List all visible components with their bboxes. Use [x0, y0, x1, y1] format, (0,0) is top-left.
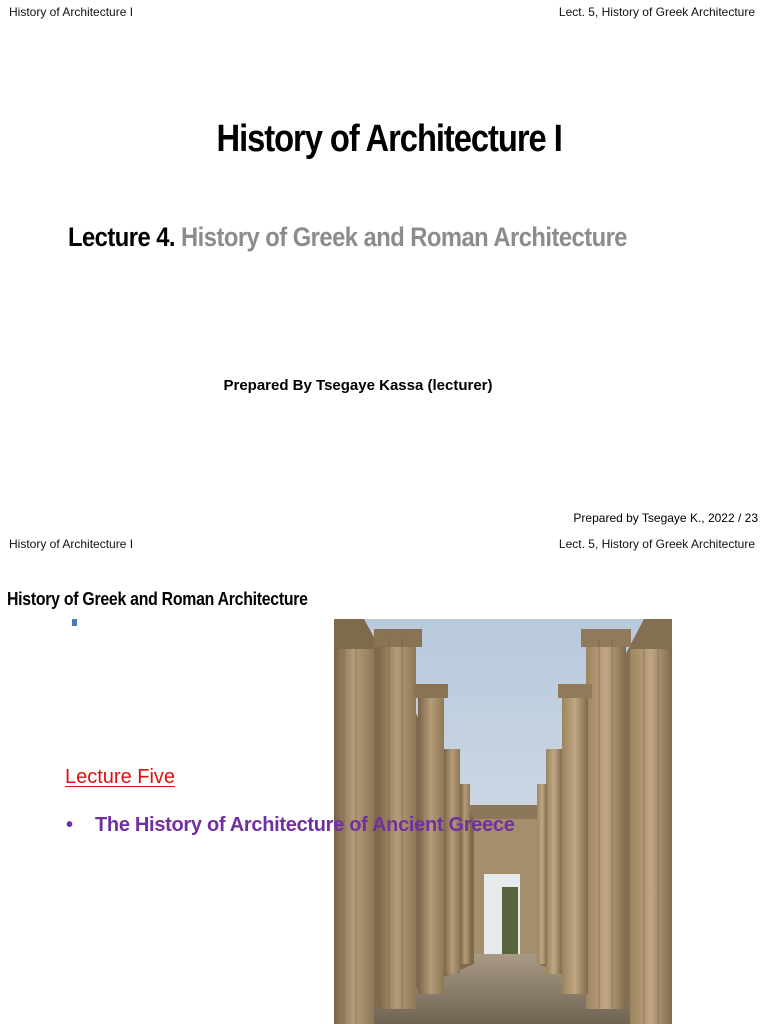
- prepared-by: Prepared By Tsegaye Kassa (lecturer): [223, 377, 493, 394]
- bullet-text: The History of Architecture of Ancient Greece: [95, 814, 515, 836]
- bullet-item: [66, 814, 515, 837]
- lecture-heading: [68, 222, 627, 253]
- slide-title: History of Greek and Roman Architecture: [7, 589, 308, 609]
- content-slide: [0, 532, 768, 1024]
- lecture-subtitle: History of Greek and Roman Architecture: [181, 222, 627, 252]
- header-right: Lect. 5, History of Greek Architecture: [558, 537, 755, 551]
- header-left: History of Architecture I: [9, 537, 134, 551]
- header-right: Lect. 5, History of Greek Architecture: [558, 5, 755, 19]
- header-left: History of Architecture I: [9, 5, 134, 19]
- placeholder-marker: [72, 619, 77, 626]
- slide-main-title: History of Architecture I: [216, 118, 562, 160]
- slide-footer: Prepared by Tsegaye K., 2022 / 23: [573, 511, 758, 525]
- lecture-number: Lecture 4.: [68, 222, 175, 252]
- bullet-icon: •: [66, 814, 73, 836]
- lecture-five-label: Lecture Five: [65, 766, 176, 788]
